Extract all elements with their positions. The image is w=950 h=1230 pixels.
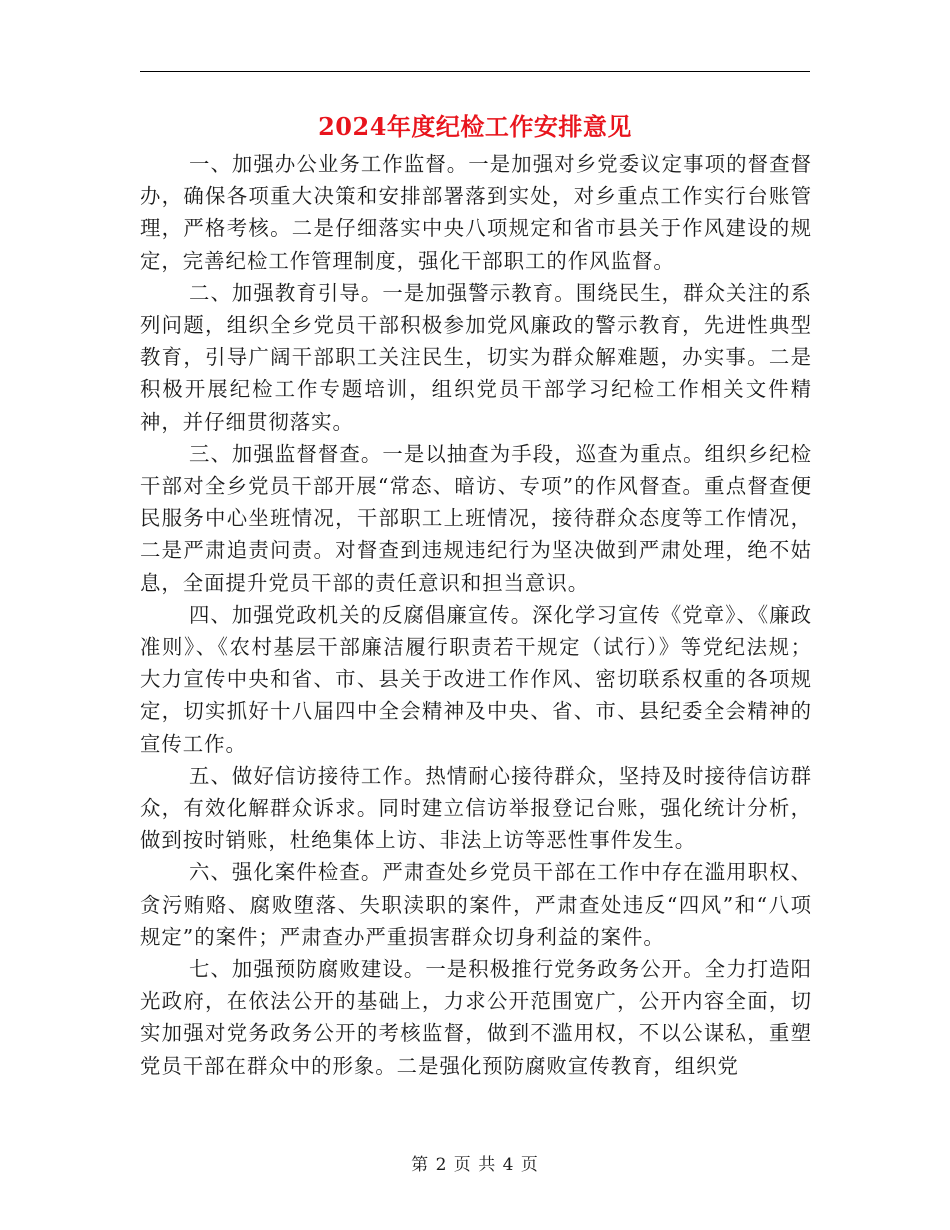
header-rule: [140, 71, 810, 72]
paragraph-5: 五、做好信访接待工作。热情耐心接待群众，坚持及时接待信访群众，有效化解群众诉求。同时建立信访举报登记台账，强化统计分析，做到按时销账，杜绝集体上访、非法上访等恶性事件发生。: [140, 763, 812, 853]
paragraph-4: 四、加强党政机关的反腐倡廉宣传。深化学习宣传《党章》、《廉政准则》、《农村基层干部廉洁履行职责若干规定（试行）》等党纪法规；大力宣传中央和省、市、县关于改进工作作风、密切联系权重的各项规定，切实抓好十八届四中全会精神及中央、省、市、县纪委全会精神的宣传工作。: [140, 602, 812, 756]
paragraph-1: 一、加强办公业务工作监督。一是加强对乡党委议定事项的督查督办，确保各项重大决策和安排部署落到实处，对乡重点工作实行台账管理，严格考核。二是仔细落实中央八项规定和省市县关于作风建设的规定，完善纪检工作管理制度，强化干部职工的作风监督。: [140, 152, 812, 273]
paragraph-2: 二、加强教育引导。一是加强警示教育。围绕民生，群众关注的系列问题，组织全乡党员干部积极参加党风廉政的警示教育，先进性典型教育，引导广阔干部职工关注民生，切实为群众解难题，办实事。二是积极开展纪检工作专题培训，组织党员干部学习纪检工作相关文件精神，并仔细贯彻落实。: [140, 280, 812, 434]
paragraph-3: 三、加强监督督查。一是以抽查为手段，巡查为重点。组织乡纪检干部对全乡党员干部开展“常态、暗访、专项”的作风督查。重点督查便民服务中心坐班情况，干部职工上班情况，接待群众态度等工作情况，二是严肃追责问责。对督查到违规违纪行为坚决做到严肃处理，绝不姑息，全面提升党员干部的责任意识和担当意识。: [140, 441, 812, 595]
document-body: [140, 148, 812, 1082]
document-title: 2024年度纪检工作安排意见: [318, 112, 632, 141]
paragraph-6: 六、强化案件检查。严肃查处乡党员干部在工作中存在滥用职权、贪污贿赂、腐败堕落、失职渎职的案件，严肃查处违反“四风”和“八项规定”的案件；严肃查办严重损害群众切身利益的案件。: [140, 860, 812, 949]
paragraph-7: 七、加强预防腐败建设。一是积极推行党务政务公开。全力打造阳光政府，在依法公开的基础上，力求公开范围宽广，公开内容全面，切实加强对党务政务公开的考核监督，做到不滥用权，不以公谋私，重塑党员干部在群众中的形象。二是强化预防腐败宣传教育，组织党: [140, 957, 812, 1078]
page-number-footer: 第 2 页 共 4 页: [411, 1155, 539, 1175]
